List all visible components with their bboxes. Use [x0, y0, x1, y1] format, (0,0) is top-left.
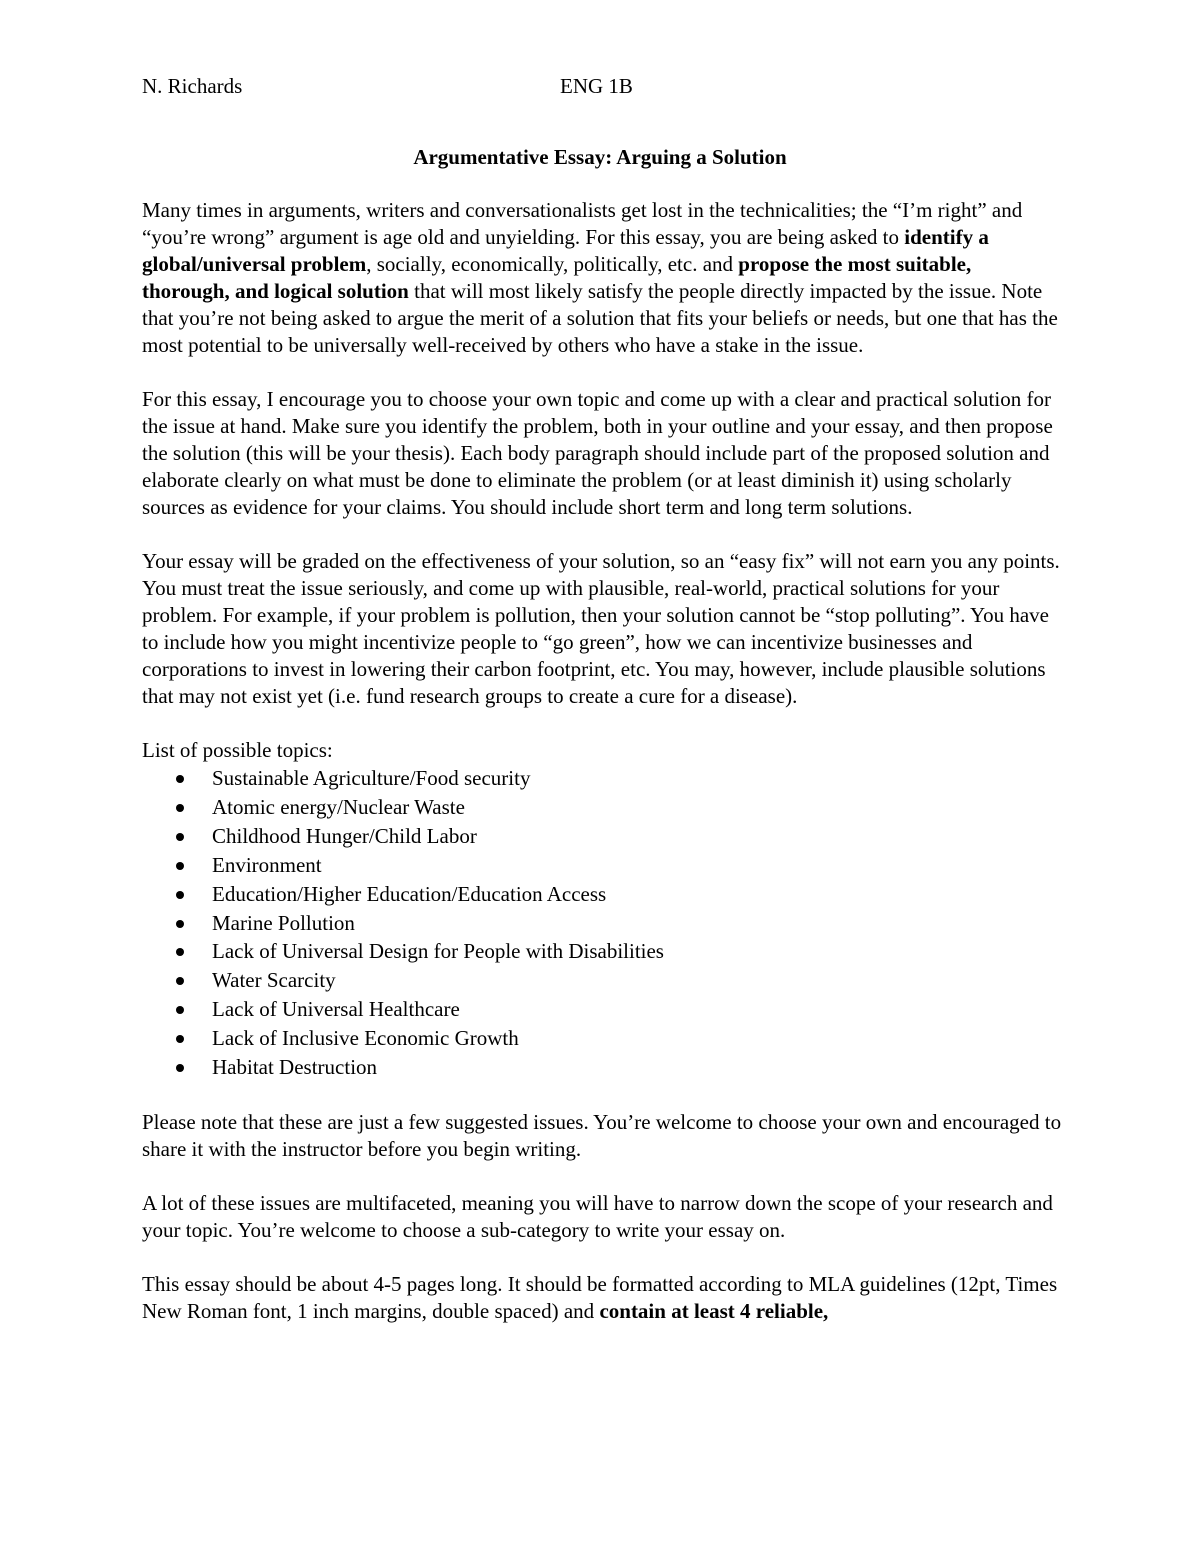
paragraph-intro-bold-1: identify a global/universal problem	[142, 225, 989, 276]
paragraph-intro-bold-2: propose the most suitable, thorough, and logical solution	[142, 252, 972, 303]
list-item	[142, 880, 1062, 909]
bullet-icon	[176, 775, 184, 783]
list-item-label: Lack of Universal Healthcare	[212, 997, 460, 1022]
bullet-icon	[176, 977, 184, 985]
list-item-label: Sustainable Agriculture/Food security	[212, 766, 531, 790]
bullet-icon	[176, 833, 184, 841]
bullet-icon	[176, 920, 184, 928]
paragraph-formatting	[142, 1271, 1062, 1325]
document-title: Argumentative Essay: Arguing a Solution	[413, 145, 787, 169]
paragraph-intro	[142, 197, 1062, 359]
list-item	[142, 793, 1062, 822]
paragraph-formatting-text-1: This essay should be about 4-5 pages long. It should be formatted according to MLA guidelines (12pt, Times New Roman font, 1 inch margins, double spaced) and	[142, 1271, 1058, 1323]
paragraph-formatting-bold-1: contain at least 4 reliable,	[599, 1298, 829, 1323]
list-item	[142, 909, 1062, 938]
list-item	[142, 1024, 1062, 1053]
list-item	[142, 822, 1062, 851]
bullet-icon	[176, 1006, 184, 1014]
bullet-icon	[176, 862, 184, 870]
topics-intro: List of possible topics:	[142, 738, 333, 762]
list-item-label: Lack of Inclusive Economic Growth	[212, 1026, 519, 1051]
paragraph-intro-text-2: , socially, economically, politically, etc. and	[366, 252, 739, 276]
list-item	[142, 764, 1062, 793]
paragraph-intro-text-1: Many times in arguments, writers and conversationalists get lost in the technicalities; the “I’m right” and “you’re wrong” argument is age old and unyielding. For this essay, you are being asked to	[142, 198, 1023, 249]
list-item	[142, 966, 1062, 995]
list-item-label: Environment	[212, 852, 322, 877]
topics-list	[142, 764, 1062, 1082]
list-item-label: Atomic energy/Nuclear Waste	[212, 794, 465, 819]
list-item-label: Water Scarcity	[212, 968, 336, 993]
list-item	[142, 1053, 1062, 1082]
list-item-label: Lack of Universal Design for People with Disabilities	[212, 939, 664, 964]
header-author: N. Richards	[142, 74, 243, 98]
list-item	[142, 995, 1062, 1024]
list-item-label: Childhood Hunger/Child Labor	[212, 823, 477, 848]
bullet-icon	[176, 948, 184, 956]
paragraph-topic-choice: For this essay, I encourage you to choose your own topic and come up with a clear and practical solution for the issue at hand. Make sure you identify the problem, both in your outline and your essay, and then propose the solution (this will be your thesis). Each body paragraph should include part of the proposed solution and elaborate clearly on what must be done to eliminate the problem (or at least diminish it) using scholarly sources as evidence for your claims. You should include short term and long term solutions.	[142, 387, 1053, 519]
paragraph-multifaceted: A lot of these issues are multifaceted, meaning you will have to narrow down the scope of your research and your topic. You’re welcome to choose a sub-category to write your essay on.	[142, 1190, 1053, 1242]
paragraph-grading: Your essay will be graded on the effectiveness of your solution, so an “easy fix” will not earn you any points. You must treat the issue seriously, and come up with plausible, real-world, practical solutions for your problem. For example, if your problem is pollution, then your solution cannot be “stop polluting”. You have to include how you might incentivize people to “go green”, how we can incentivize businesses and corporations to invest in lowering their carbon footprint, etc. You may, however, include plausible solutions that may not exist yet (i.e. fund research groups to create a cure for a disease).	[142, 549, 1060, 708]
header-course: ENG 1B	[560, 74, 633, 98]
bullet-icon	[176, 1035, 184, 1043]
list-item	[142, 851, 1062, 880]
paragraph-intro-text-3: that will most likely satisfy the people directly impacted by the issue. Note that you’re not being asked to argue the merit of a solution that fits your beliefs or needs, but one that has the most potential to be universally well-received by others who have a stake in the issue.	[142, 279, 1058, 357]
list-item	[142, 937, 1062, 966]
paragraph-suggested-issues: Please note that these are just a few suggested issues. You’re welcome to choose your own and encouraged to share it with the instructor before you begin writing.	[142, 1109, 1062, 1161]
document-body	[142, 197, 1062, 1325]
list-item-label: Habitat Destruction	[212, 1055, 378, 1080]
bullet-icon	[176, 804, 184, 812]
bullet-icon	[176, 891, 184, 899]
bullet-icon	[176, 1064, 184, 1072]
list-item-label: Marine Pollution	[212, 910, 355, 935]
list-item-label: Education/Higher Education/Education Access	[212, 881, 607, 906]
